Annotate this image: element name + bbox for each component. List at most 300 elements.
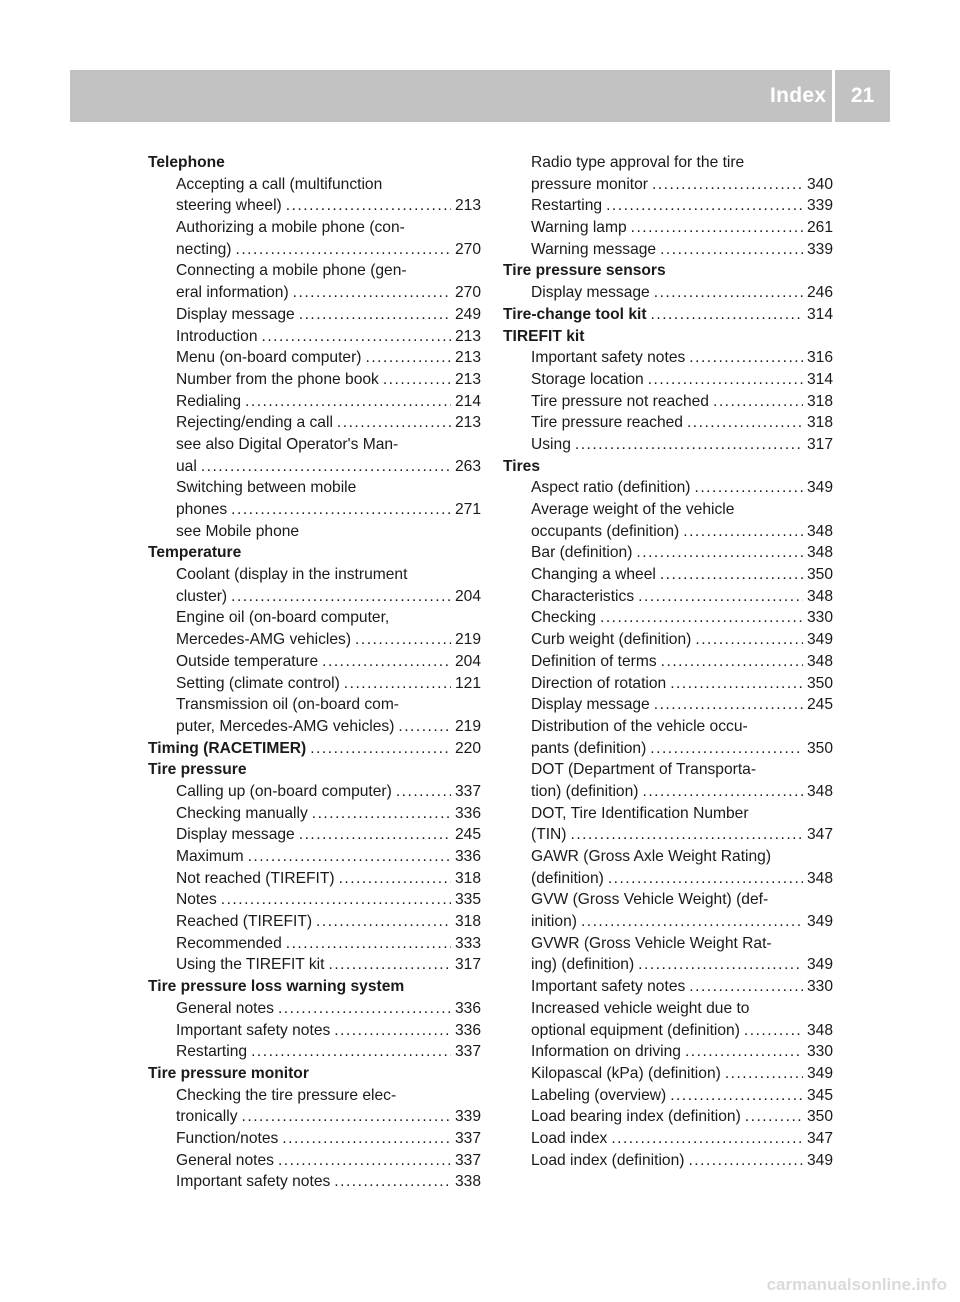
index-subentry: [148, 911, 481, 933]
page-ref: 345: [806, 1086, 833, 1104]
leader-dots: [245, 391, 451, 413]
page-ref: 245: [454, 826, 481, 844]
entry-label: Changing a wheel: [531, 566, 656, 584]
leader-dots: [251, 1041, 451, 1063]
page-ref: 213: [454, 327, 481, 345]
entry-label: ing) (definition): [531, 956, 635, 974]
entry-label: occupants (definition): [531, 522, 680, 540]
leader-dots: [638, 954, 803, 976]
page-ref: 121: [454, 674, 481, 692]
entry-label: Recommended: [176, 934, 282, 952]
index-subentry: [148, 673, 481, 695]
leader-dots: [636, 542, 803, 564]
index-subentry: [503, 174, 833, 196]
index-subentry: [503, 434, 833, 456]
index-subentry-text: Radio type approval for the tire: [531, 154, 745, 171]
index-subentry-text: Engine oil (on-board computer,: [176, 609, 390, 627]
leader-dots: [571, 824, 803, 846]
index-subentry-text: see also Digital Operator's Man-: [176, 435, 399, 453]
index-subentry: [503, 673, 833, 695]
index-subentry-text: Distribution of the vehicle occu-: [531, 717, 748, 735]
entry-label: Kilopascal (kPa) (definition): [531, 1064, 721, 1082]
index-subentry-text: Coolant (display in the instrument: [176, 566, 408, 584]
leader-dots: [339, 868, 451, 890]
entry-label: (definition): [531, 869, 604, 887]
index-heading: Tires: [503, 457, 540, 475]
page-ref: 316: [806, 349, 833, 367]
page-ref: 336: [454, 1021, 481, 1039]
page-ref: 347: [806, 826, 833, 844]
page-ref: 249: [454, 305, 481, 323]
leader-dots: [201, 456, 451, 478]
leader-dots: [221, 889, 451, 911]
page-ref: 317: [806, 435, 833, 453]
entry-label: Checking manually: [176, 804, 308, 822]
leader-dots: [638, 586, 803, 608]
entry-label: Warning message: [531, 240, 657, 258]
entry-label: Checking: [531, 609, 597, 627]
page-ref: 219: [454, 631, 481, 649]
index-subentry: [148, 369, 481, 391]
page-ref: 333: [454, 934, 481, 952]
index-subentry: [148, 824, 481, 846]
leader-dots: [608, 868, 803, 890]
leader-dots: [581, 911, 803, 933]
page-ref: 349: [806, 631, 833, 649]
page-ref: 350: [806, 1108, 833, 1126]
leader-dots: [344, 673, 451, 695]
leader-dots: [242, 1106, 451, 1128]
entry-label: necting): [176, 240, 232, 258]
entry-label: Aspect ratio (definition): [531, 479, 691, 497]
entry-label: Introduction: [176, 327, 258, 345]
index-subentry: [148, 239, 481, 261]
page-ref: 348: [806, 587, 833, 605]
leader-dots: [688, 1150, 803, 1172]
index-subentry: [148, 195, 481, 217]
index-subentry-text: DOT, Tire Identification Number: [531, 804, 749, 822]
entry-label: Maximum: [176, 848, 244, 865]
index-subentry: [503, 564, 833, 586]
leader-dots: [282, 1128, 451, 1150]
index-subentry: [503, 954, 833, 976]
index-subentry: [148, 933, 481, 955]
page-ref: 317: [454, 956, 481, 974]
header-band: [70, 70, 890, 122]
index-subentry: [148, 412, 481, 434]
index-subentry: [503, 195, 833, 217]
index-subentry: [503, 1150, 833, 1172]
leader-dots: [689, 347, 803, 369]
entry-label: Load index: [531, 1129, 608, 1147]
index-subentry-text: GAWR (Gross Axle Weight Rating): [531, 848, 772, 865]
page-ref: 318: [454, 869, 481, 887]
leader-dots: [660, 564, 803, 586]
page-ref: 337: [454, 782, 481, 800]
index-subentry: [148, 716, 481, 738]
entry-label: Notes: [176, 891, 217, 909]
index-heading: TIREFIT kit: [503, 327, 585, 345]
index-subentry: [503, 868, 833, 890]
index-subentry: [148, 781, 481, 803]
leader-dots: [396, 781, 451, 803]
leader-dots: [286, 933, 451, 955]
leader-dots: [383, 369, 451, 391]
page-ref: 263: [454, 457, 481, 475]
page-ref: 349: [806, 956, 833, 974]
entry-label: Display message: [531, 696, 650, 714]
index-subentry-text: GVWR (Gross Vehicle Weight Rat-: [531, 934, 772, 952]
index-subentry: [148, 998, 481, 1020]
entry-label: pressure monitor: [531, 175, 648, 193]
index-subentry: [148, 1020, 481, 1042]
index-heading: Tire pressure monitor: [148, 1064, 309, 1082]
leader-dots: [312, 803, 451, 825]
leader-dots: [725, 1063, 803, 1085]
entry-label: Curb weight (definition): [531, 631, 692, 649]
index-subentry-text: Average weight of the vehicle: [531, 501, 735, 518]
page-ref: 349: [806, 1151, 833, 1169]
leader-dots: [286, 195, 451, 217]
index-subentry: [503, 694, 833, 716]
page-ref: 340: [806, 175, 833, 193]
page-ref: 270: [454, 240, 481, 258]
entry-label: Tire-change tool kit: [503, 305, 647, 323]
leader-dots: [694, 477, 802, 499]
entry-label: Redialing: [176, 392, 242, 410]
leader-dots: [398, 716, 451, 738]
page-ref: 339: [806, 197, 833, 215]
page-ref: 337: [454, 1043, 481, 1061]
index-heading: Temperature: [148, 544, 242, 562]
page-ref: 213: [454, 349, 481, 367]
entry-label: Direction of rotation: [531, 674, 667, 692]
watermark: carmanualsonline.info: [766, 1275, 947, 1294]
entry-label: eral information): [176, 284, 289, 302]
index-subentry: [503, 1106, 833, 1128]
leader-dots: [328, 954, 450, 976]
page-ref: 348: [806, 544, 833, 562]
index-subentry: [503, 217, 833, 239]
entry-label: General notes: [176, 1151, 274, 1169]
entry-label: General notes: [176, 999, 274, 1017]
page-ref: 349: [806, 1064, 833, 1082]
index-subentry: [148, 347, 481, 369]
entry-label: Characteristics: [531, 587, 635, 605]
leader-dots: [310, 738, 451, 760]
entry-label: Bar (definition): [531, 544, 633, 562]
page-ref: 330: [806, 609, 833, 627]
leader-dots: [745, 1106, 803, 1128]
leader-dots: [334, 1171, 451, 1193]
leader-dots: [299, 304, 451, 326]
index-subentry: [148, 889, 481, 911]
page-ref: 213: [454, 370, 481, 388]
page-ref: 339: [806, 240, 833, 258]
entry-label: Load bearing index (definition): [531, 1108, 741, 1126]
leader-dots: [685, 1041, 803, 1063]
page-ref: 348: [806, 869, 833, 887]
index-subentry: [148, 651, 481, 673]
page-ref: 350: [806, 566, 833, 584]
entry-label: Important safety notes: [176, 1173, 331, 1191]
leader-dots: [606, 195, 803, 217]
page-ref: 336: [454, 848, 481, 865]
entry-label: Labeling (overview): [531, 1086, 667, 1104]
entry-label: Function/notes: [176, 1129, 279, 1147]
index-subentry: [148, 586, 481, 608]
entry-label: cluster): [176, 587, 228, 605]
page-number: 21: [850, 84, 875, 107]
index-subentry: [503, 1063, 833, 1085]
index-subentry: [503, 542, 833, 564]
index-heading-entry: [503, 304, 833, 326]
index-subentry: [503, 738, 833, 760]
page-ref: 213: [454, 414, 481, 432]
entry-label: Definition of terms: [531, 652, 657, 670]
leader-dots: [670, 673, 803, 695]
leader-dots: [670, 1085, 803, 1107]
entry-label: Restarting: [176, 1043, 248, 1061]
index-subentry: [503, 239, 833, 261]
index-subentry: [503, 1020, 833, 1042]
leader-dots: [278, 1150, 451, 1172]
index-subentry: [503, 586, 833, 608]
entry-label: Number from the phone book: [176, 370, 379, 388]
leader-dots: [322, 651, 451, 673]
leader-dots: [278, 998, 451, 1020]
leader-dots: [744, 1020, 803, 1042]
page-ref: 338: [454, 1173, 481, 1191]
leader-dots: [600, 607, 803, 629]
leader-dots: [262, 326, 451, 348]
index-subentry: [503, 412, 833, 434]
page-ref: 349: [806, 479, 833, 497]
entry-label: Outside temperature: [176, 652, 319, 670]
index-subentry: [148, 1106, 481, 1128]
index-subentry-text: see Mobile phone: [176, 522, 300, 540]
entry-label: Important safety notes: [531, 349, 686, 367]
index-subentry: [148, 1128, 481, 1150]
index-subentry-text: Increased vehicle weight due to: [531, 999, 750, 1017]
index-column-right: [503, 152, 833, 1171]
page-ref: 350: [806, 739, 833, 757]
entry-label: tion) (definition): [531, 782, 639, 800]
leader-dots: [651, 304, 803, 326]
index-subentry-text: GVW (Gross Vehicle Weight) (def-: [531, 891, 769, 909]
entry-label: Menu (on-board computer): [176, 349, 362, 367]
entry-label: optional equipment (definition): [531, 1021, 740, 1039]
entry-label: Using the TIREFIT kit: [176, 956, 325, 974]
index-subentry: [503, 477, 833, 499]
page-ref: 318: [454, 913, 481, 931]
page-ref: 314: [806, 370, 833, 388]
index-subentry-text: Accepting a call (multifunction: [176, 175, 383, 193]
leader-dots: [235, 239, 450, 261]
page-ref: 246: [806, 284, 833, 302]
leader-dots: [337, 412, 451, 434]
index-subentry: [503, 347, 833, 369]
leader-dots: [631, 217, 803, 239]
index-subentry: [148, 1041, 481, 1063]
index-subentry-text: Connecting a mobile phone (gen-: [176, 262, 407, 280]
entry-label: Mercedes-AMG vehicles): [176, 631, 352, 649]
page-ref: 314: [806, 305, 833, 323]
index-subentry: [148, 456, 481, 478]
entry-label: Information on driving: [531, 1043, 681, 1061]
index-subentry: [148, 282, 481, 304]
index-subentry: [503, 781, 833, 803]
entry-label: Important safety notes: [176, 1021, 331, 1039]
leader-dots: [365, 347, 450, 369]
entry-label: Important safety notes: [531, 978, 686, 996]
index-subentry: [148, 803, 481, 825]
leader-dots: [231, 499, 451, 521]
index-subentry: [503, 391, 833, 413]
page-ref: 348: [806, 522, 833, 540]
leader-dots: [654, 282, 803, 304]
leader-dots: [642, 781, 802, 803]
index-column-left: [148, 152, 481, 1193]
index-subentry: [148, 1171, 481, 1193]
leader-dots: [652, 174, 803, 196]
entry-label: Reached (TIREFIT): [176, 913, 313, 931]
page-ref: 245: [806, 696, 833, 714]
index-subentry: [503, 976, 833, 998]
leader-dots: [660, 239, 803, 261]
entry-label: Using: [531, 435, 571, 453]
entry-label: puter, Mercedes-AMG vehicles): [176, 717, 395, 735]
page-ref: 213: [454, 197, 481, 215]
index-subentry-text: DOT (Department of Transporta-: [531, 761, 757, 779]
index-subentry: [148, 954, 481, 976]
entry-label: tronically: [176, 1108, 238, 1126]
leader-dots: [687, 412, 803, 434]
index-subentry: [503, 282, 833, 304]
entry-label: Tire pressure reached: [531, 414, 683, 432]
index-subentry: [148, 1150, 481, 1172]
section-title: Index: [770, 84, 827, 107]
leader-dots: [654, 694, 803, 716]
index-heading: Tire pressure loss warning system: [148, 978, 405, 996]
leader-dots: [689, 976, 803, 998]
index-subentry: [148, 846, 481, 868]
leader-dots: [650, 738, 803, 760]
index-subentry: [503, 1085, 833, 1107]
leader-dots: [316, 911, 451, 933]
index-subentry: [503, 521, 833, 543]
index-subentry: [503, 1128, 833, 1150]
index-subentry: [503, 1041, 833, 1063]
entry-label: Display message: [531, 284, 650, 302]
index-heading: Telephone: [148, 154, 225, 171]
index-subentry: [148, 629, 481, 651]
index-subentry: [148, 391, 481, 413]
index-subentry: [503, 629, 833, 651]
entry-label: Not reached (TIREFIT): [176, 869, 335, 887]
leader-dots: [248, 846, 451, 868]
index-subentry: [503, 607, 833, 629]
page-ref: 219: [454, 717, 481, 735]
index-heading: Tire pressure sensors: [503, 262, 666, 280]
leader-dots: [299, 824, 451, 846]
entry-label: Display message: [176, 826, 295, 844]
entry-label: Display message: [176, 305, 295, 323]
entry-label: (TIN): [531, 826, 567, 844]
index-subentry-text: Authorizing a mobile phone (con-: [176, 219, 405, 237]
page-ref: 335: [454, 891, 481, 909]
page-ref: 337: [454, 1129, 481, 1147]
page-ref: 330: [806, 978, 833, 996]
page-ref: 348: [806, 782, 833, 800]
leader-dots: [355, 629, 451, 651]
entry-label: Storage location: [531, 370, 644, 388]
leader-dots: [611, 1128, 803, 1150]
leader-dots: [575, 434, 803, 456]
index-subentry-text: Switching between mobile: [176, 479, 357, 497]
entry-label: Tire pressure not reached: [531, 392, 709, 410]
entry-label: inition): [531, 913, 577, 931]
page-ref: 214: [454, 392, 481, 410]
page-ref: 350: [806, 674, 833, 692]
entry-label: Timing (RACETIMER): [148, 739, 307, 757]
page-ref: 271: [454, 501, 481, 518]
page-ref: 347: [806, 1129, 833, 1147]
page-ref: 339: [454, 1108, 481, 1126]
leader-dots: [695, 629, 803, 651]
entry-label: pants (definition): [531, 739, 647, 757]
entry-label: Warning lamp: [531, 219, 627, 237]
entry-label: steering wheel): [176, 197, 282, 215]
entry-label: Restarting: [531, 197, 603, 215]
index-subentry-text: Checking the tire pressure elec-: [176, 1086, 397, 1104]
index-subentry: [148, 326, 481, 348]
index-heading: Tire pressure: [148, 761, 247, 779]
index-subentry: [148, 499, 481, 521]
leader-dots: [661, 651, 803, 673]
leader-dots: [648, 369, 803, 391]
entry-label: Rejecting/ending a call: [176, 414, 333, 432]
page-ref: 348: [806, 1021, 833, 1039]
entry-label: Calling up (on-board computer): [176, 782, 392, 800]
page-ref: 204: [454, 587, 481, 605]
page-ref: 330: [806, 1043, 833, 1061]
index-subentry: [503, 824, 833, 846]
entry-label: ual: [176, 457, 197, 475]
index-subentry: [503, 651, 833, 673]
page-ref: 204: [454, 652, 481, 670]
leader-dots: [683, 521, 803, 543]
page-ref: 270: [454, 284, 481, 302]
leader-dots: [231, 586, 451, 608]
page-ref: 336: [454, 804, 481, 822]
index-subentry: [148, 868, 481, 890]
page-ref: 318: [806, 392, 833, 410]
leader-dots: [293, 282, 451, 304]
index-subentry: [148, 304, 481, 326]
index-subentry: [503, 369, 833, 391]
entry-label: Load index (definition): [531, 1151, 685, 1169]
leader-dots: [334, 1020, 451, 1042]
page-ref: 349: [806, 913, 833, 931]
entry-label: Setting (climate control): [176, 674, 340, 692]
page-ref: 337: [454, 1151, 481, 1169]
page-ref: 220: [454, 739, 481, 757]
index-subentry-text: Transmission oil (on-board com-: [176, 696, 400, 714]
page-ref: 261: [806, 219, 833, 237]
leader-dots: [713, 391, 803, 413]
page-ref: 348: [806, 652, 833, 670]
